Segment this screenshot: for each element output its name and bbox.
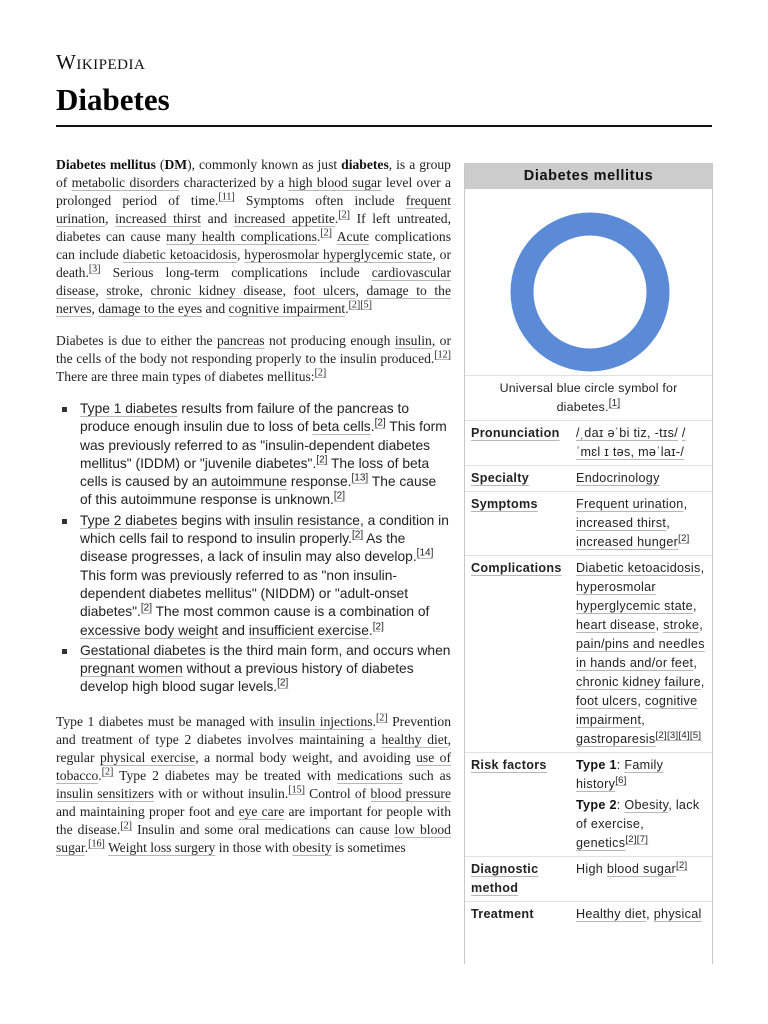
infobox-value (576, 424, 712, 462)
wiki-link[interactable]: diabetic ketoacidosis (122, 247, 237, 262)
citation-link[interactable]: [7] (636, 833, 649, 845)
text: Universal blue circle symbol for diabetes. (499, 381, 678, 414)
wiki-link[interactable]: autoimmune (211, 474, 288, 490)
text: This form was previously referred to as "insulin-dependent diabetes mellitus" (IDDM) or "juvenile diabetes". (80, 419, 447, 471)
text: , lack of exercise, (576, 798, 700, 831)
text: Prevention and treatment of type 2 diabetes involves maintaining a (56, 713, 452, 747)
citation-link[interactable]: [11] (218, 191, 235, 203)
wiki-link[interactable]: /ˈmɛl ɪ təs, məˈlaɪ-/ (576, 426, 686, 459)
bullet-icon (62, 519, 67, 524)
infobox-label[interactable] (465, 860, 576, 898)
wiki-link[interactable]: foot ulcers (576, 694, 638, 708)
text: characterized by a (179, 175, 289, 190)
text: and maintaining proper foot and (56, 803, 239, 819)
citation-link[interactable]: [2] (338, 209, 350, 221)
list-item-type-1 (56, 400, 451, 510)
citation-link[interactable]: [13] (351, 472, 369, 484)
wikipedia-logo[interactable]: Wikipedia (56, 50, 146, 74)
wiki-link[interactable]: pregnant women (80, 661, 183, 677)
list-item-type-2 (56, 512, 451, 640)
wiki-link[interactable]: /ˌdaɪ əˈbi tiz, -tɪs/ (576, 426, 679, 440)
text: , (655, 618, 664, 632)
wiki-link[interactable]: insufficient exercise (248, 622, 369, 638)
infobox-row-risk-factors (465, 753, 712, 857)
infobox-row-pronunciation (465, 421, 712, 466)
title-divider (56, 125, 712, 127)
text: not producing enough (264, 333, 395, 348)
list-item-text (80, 401, 447, 507)
text: , (700, 675, 705, 689)
wiki-link[interactable]: insulin sensitizers (56, 785, 154, 801)
citation-link[interactable]: [6] (615, 774, 627, 786)
text: ), commonly known as just (187, 157, 342, 172)
text: . (368, 622, 373, 638)
wiki-link[interactable]: blood sugar (606, 862, 677, 876)
infobox-row-symptoms (465, 492, 712, 556)
text: , (700, 561, 705, 575)
text: begins with (177, 512, 255, 528)
wiki-link[interactable]: hyperosmolar hyperglycemic state (576, 580, 693, 613)
citation-link[interactable]: [2] (351, 529, 364, 541)
infobox-label-text[interactable]: Diagnostic method (471, 862, 539, 895)
citation-link[interactable]: [4] (678, 729, 690, 741)
wiki-link[interactable]: insulin (394, 333, 432, 348)
citation-link[interactable]: [2] (320, 227, 332, 239)
text: and (202, 301, 229, 316)
text: Insulin and some oral medications can cause (132, 821, 395, 837)
text: with or without insulin. (153, 785, 289, 801)
bold-term: Type 1 (576, 758, 617, 772)
citation-link[interactable]: [2] (372, 620, 384, 632)
text: , (666, 516, 671, 530)
wiki-link[interactable]: Endocrinology (576, 471, 660, 485)
text: Diabetes is due to either the (56, 333, 217, 348)
infobox-label[interactable] (465, 469, 576, 488)
citation-link[interactable]: [2] (678, 532, 690, 544)
infobox-label-text[interactable]: Symptoms (471, 497, 538, 511)
wiki-link[interactable]: Diabetic ketoacidosis (576, 561, 701, 575)
wiki-link[interactable]: increased thirst (576, 516, 667, 530)
wiki-link[interactable]: insulin injections (278, 713, 373, 729)
wiki-link[interactable]: damage to the eyes (98, 301, 203, 316)
text: , (693, 656, 698, 670)
wiki-link[interactable]: Weight loss surgery (107, 839, 216, 855)
citation-link[interactable]: [2] (333, 490, 345, 502)
citation-link[interactable]: [2] (625, 833, 637, 845)
list-item-gestational (56, 642, 451, 697)
wiki-link[interactable]: Type 2 diabetes (80, 512, 178, 528)
text: , (683, 497, 688, 511)
list-item-text (80, 643, 450, 695)
text: . (345, 301, 349, 316)
wiki-link[interactable]: physical (653, 907, 702, 921)
wiki-link[interactable]: blood pressure (370, 785, 451, 801)
text: , (95, 283, 107, 298)
infobox-label-text: Treatment (471, 907, 534, 921)
wiki-link[interactable]: stroke (663, 618, 700, 632)
text: Serious long-term complications include (100, 265, 372, 280)
wiki-link[interactable]: cognitive impairment (576, 694, 698, 727)
text: is sometimes (331, 839, 406, 855)
infobox-label-text[interactable]: Specialty (471, 471, 530, 485)
wiki-link[interactable]: increased hunger (576, 535, 679, 549)
text: , (355, 283, 367, 298)
wiki-link[interactable]: excessive body weight (80, 622, 219, 638)
text: response. (287, 474, 352, 490)
text: . (98, 767, 102, 783)
text: Type 1 diabetes must be managed with (56, 713, 279, 729)
infobox-row-complications (465, 556, 712, 753)
text: This form was previously referred to as "non insulin-dependent diabetes mellitus" (NIDDM) or "adult-onset diabetes". (80, 567, 409, 620)
infobox-row-diagnostic-method (465, 857, 712, 902)
wiki-link[interactable]: genetics (576, 836, 626, 850)
wiki-link[interactable]: stroke (106, 283, 140, 298)
text: Control of (304, 785, 371, 801)
article-body (56, 156, 451, 857)
citation-link[interactable]: [12] (434, 349, 451, 361)
bold-term: DM (164, 157, 188, 172)
wiki-link[interactable]: Gestational diabetes (80, 642, 206, 658)
citation-link[interactable]: [2] (375, 712, 388, 724)
citation-link[interactable]: [2] (676, 859, 688, 871)
text: results from failure of the pancreas to produce enough insulin due to loss of (80, 401, 410, 435)
wiki-link[interactable]: beta cells (312, 419, 371, 435)
infobox-value (576, 860, 712, 898)
wiki-link[interactable]: damage to the nerves (56, 283, 452, 316)
text: : (616, 798, 625, 812)
wiki-link[interactable]: insulin resistance (254, 512, 360, 528)
citation-link[interactable]: [15] (288, 784, 305, 796)
text: , a condition in which cells fail to respond to insulin properly. (80, 512, 449, 547)
infobox-caption (465, 376, 712, 421)
wiki-link[interactable]: pain/pins and needles in hands and/or feet (576, 637, 705, 670)
infobox-label[interactable] (465, 756, 576, 853)
text: such as (402, 767, 451, 783)
wiki-link[interactable]: heart disease (576, 618, 656, 632)
infobox-label[interactable] (465, 495, 576, 552)
text: and (218, 622, 249, 638)
citation-link[interactable]: [5] (689, 729, 702, 741)
text: is the third main form, and occurs when (205, 642, 451, 658)
text: . (334, 211, 339, 226)
infobox-label-text[interactable]: Complications (471, 561, 562, 575)
citation-link[interactable]: [2] (101, 766, 114, 778)
infobox-title: Diabetes mellitus (465, 164, 712, 189)
bullet-icon (62, 407, 67, 412)
page-title: Diabetes (56, 82, 170, 117)
bold-term: Type 2 (576, 798, 617, 812)
wiki-link[interactable]: use of tobacco (56, 749, 452, 783)
text: The cause of this autoimmune response is unknown. (80, 474, 437, 508)
text: . (370, 419, 375, 435)
text: , (91, 301, 99, 316)
text: , or death. (56, 247, 452, 280)
wiki-link[interactable]: low blood sugar (56, 821, 451, 855)
citation-link[interactable]: [2] (120, 820, 133, 832)
citation-link[interactable]: [1] (608, 397, 621, 409)
text: without a previous history of diabetes develop high blood sugar levels. (80, 661, 414, 695)
text: , is a group of (56, 157, 451, 190)
infobox-label-text[interactable]: Risk factors (471, 758, 547, 772)
wiki-link[interactable]: Obesity (624, 798, 669, 812)
text: If left untreated, diabetes can cause (56, 211, 452, 244)
text: As the disease progresses, a lack of insulin may also develop. (80, 531, 417, 565)
text: level over a prolonged period of time. (56, 175, 451, 208)
citation-link[interactable]: [5] (360, 299, 372, 311)
text: ( (155, 157, 165, 172)
text: , (105, 211, 116, 226)
intro-paragraph (56, 156, 451, 318)
citation-link[interactable]: [14] (416, 547, 434, 559)
wiki-link[interactable]: eye care (238, 803, 285, 819)
text: High (576, 862, 607, 876)
infobox-label[interactable] (465, 559, 576, 749)
wiki-link[interactable]: Frequent urination (576, 497, 684, 511)
text: , (693, 599, 697, 613)
text: and (201, 211, 234, 226)
text: , (139, 283, 151, 298)
wiki-link[interactable]: medications (337, 767, 403, 783)
infobox-value (576, 469, 712, 488)
treatment-paragraph (56, 713, 451, 857)
wiki-link[interactable]: increased thirst (115, 211, 202, 226)
blue-circle-icon (510, 212, 670, 372)
infobox-value (576, 495, 712, 552)
citation-link[interactable]: [2] (314, 367, 327, 379)
infobox-label (465, 905, 576, 924)
citation-link[interactable]: [2] (348, 299, 361, 311)
text: , (641, 713, 646, 727)
wiki-link[interactable]: cognitive impairment (228, 301, 346, 316)
text: , (236, 247, 245, 262)
wiki-link[interactable]: hyperosmolar hyperglycemic state (244, 247, 433, 262)
citation-link[interactable]: [2] (316, 454, 328, 466)
text: in those with (215, 839, 293, 855)
bullet-icon (62, 649, 67, 654)
text: , regular (56, 731, 452, 765)
text: are important for people with the disease. (56, 803, 451, 837)
citation-link[interactable]: [16] (88, 838, 105, 850)
citation-link[interactable]: [2] (655, 729, 667, 741)
wiki-link[interactable]: Type 1 diabetes (80, 401, 178, 416)
wiki-link[interactable]: cardiovascular disease (56, 265, 451, 298)
infobox-row-treatment (465, 902, 712, 927)
wiki-link[interactable]: frequent urination (56, 193, 451, 226)
citation-link[interactable]: [3] (666, 729, 679, 741)
infobox-value (576, 559, 712, 749)
wiki-link[interactable]: Healthy diet (576, 907, 647, 921)
wiki-link[interactable]: physical exercise (99, 749, 196, 765)
text: , (646, 907, 654, 921)
text: , (699, 618, 704, 632)
infobox-value (576, 756, 712, 853)
wiki-link[interactable]: foot ulcers (293, 283, 356, 298)
wiki-link[interactable]: obesity (292, 839, 332, 855)
citation-link[interactable]: [2] (374, 417, 386, 429)
text: , or the cells of the body not responding properly to the insulin produced. (56, 333, 451, 366)
wiki-link[interactable]: high blood sugar (288, 175, 382, 190)
wiki-link[interactable]: chronic kidney failure (576, 675, 701, 689)
infobox (464, 163, 713, 964)
bold-term: diabetes (341, 157, 389, 172)
list-item-text (80, 513, 449, 638)
risk-factor-group (576, 796, 708, 853)
text: , (637, 694, 646, 708)
text: There are three main types of diabetes mellitus: (56, 369, 315, 384)
infobox-label-text[interactable]: Pronunciation (471, 426, 560, 440)
citation-link[interactable]: [2] (277, 677, 289, 689)
risk-factor-group (576, 756, 708, 794)
diabetes-types-list (56, 400, 451, 697)
wiki-link[interactable]: metabolic disorders (71, 175, 180, 190)
text: Symptoms often include (234, 193, 406, 208)
infobox-value (576, 905, 712, 924)
cause-paragraph (56, 332, 451, 386)
infobox-row-specialty (465, 466, 712, 492)
bold-term: Diabetes mellitus (56, 157, 156, 172)
infobox-image[interactable] (465, 189, 712, 376)
text: , (282, 283, 294, 298)
infobox-label[interactable] (465, 424, 576, 462)
infobox-rows (465, 421, 712, 927)
text: . (372, 713, 376, 729)
text: The most common cause is a combination of (152, 604, 430, 620)
text: : (616, 758, 625, 772)
wiki-link[interactable]: increased appetite (233, 211, 335, 226)
text: Type 2 diabetes may be treated with (113, 767, 338, 783)
text: The loss of beta cells is caused by an (80, 455, 430, 490)
wiki-link[interactable]: healthy diet (381, 731, 448, 747)
wiki-link[interactable]: gastroparesis (576, 732, 656, 746)
citation-link[interactable]: [2] (140, 602, 153, 614)
wiki-link[interactable]: chronic kidney disease (150, 283, 283, 298)
wiki-link[interactable]: Acute (336, 229, 370, 244)
citation-link[interactable]: [3] (88, 263, 101, 275)
wiki-link[interactable]: many health complications (166, 229, 317, 244)
text: . (316, 229, 321, 244)
text: , a normal body weight, and avoiding (195, 749, 417, 765)
wiki-link[interactable]: pancreas (217, 333, 265, 348)
wiki-link[interactable]: Family history (576, 758, 664, 791)
text: complications can include (56, 229, 451, 262)
text: . (84, 839, 89, 855)
